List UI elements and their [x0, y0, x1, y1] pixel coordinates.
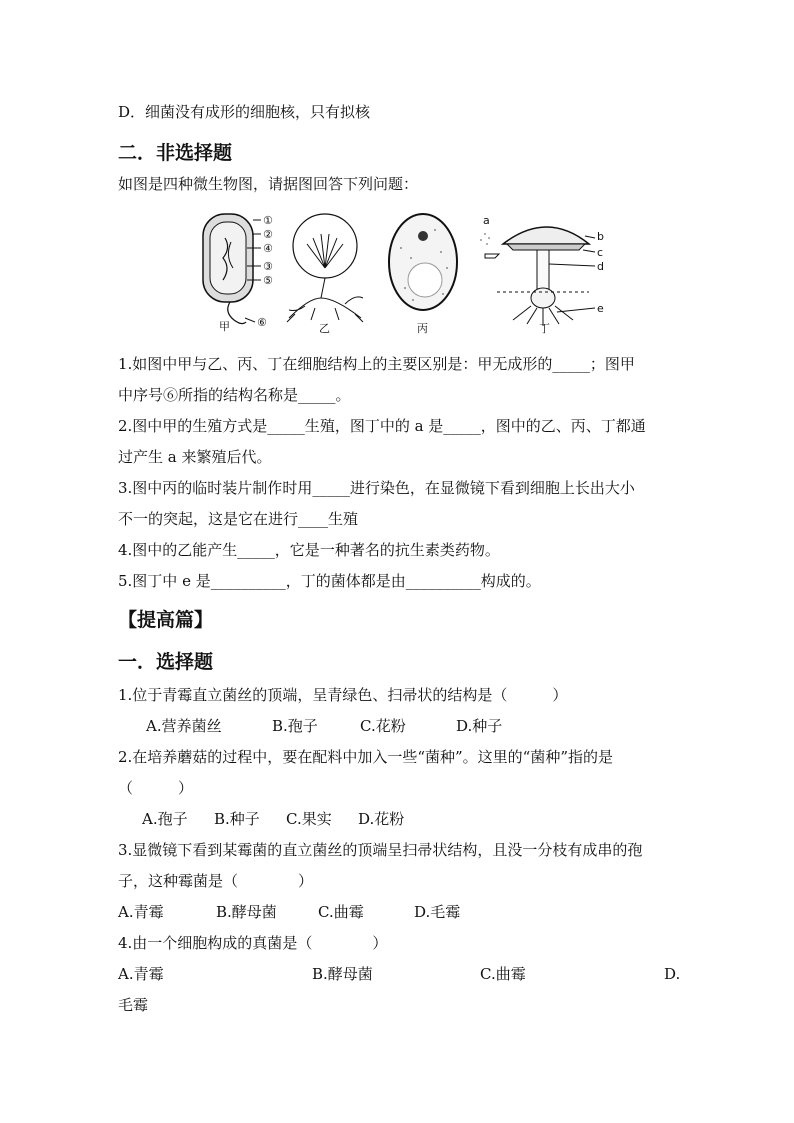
mc-q3-option-d[interactable]: D.毛霉: [414, 903, 461, 921]
question-2-line-1: 2.图中甲的生殖方式是_____生殖，图丁中的 a 是_____，图中的乙、丙、丁都通: [118, 417, 646, 435]
microorganism-figure: [185, 208, 605, 338]
label-4: ④: [263, 242, 273, 255]
section-title-advanced: 【提高篇】: [118, 609, 214, 631]
figure-bacterium: [203, 214, 261, 324]
mc-q1-option-a[interactable]: A.营养菌丝: [146, 717, 222, 735]
question-5: 5.图丁中 e 是__________，丁的菌体都是由__________构成的。: [118, 572, 541, 590]
mc-question-2-line-2: （ ）: [118, 779, 194, 797]
question-4: 4.图中的乙能产生_____，它是一种著名的抗生素类药物。: [118, 541, 500, 559]
label-b: b: [597, 230, 604, 243]
mc-q4-option-b[interactable]: B.酵母菌: [312, 965, 373, 983]
mc-q3-option-b[interactable]: B.酵母菌: [216, 903, 277, 921]
figure-yeast: [389, 214, 457, 310]
question-1-line-1: 1.如图中甲与乙、丙、丁在细胞结构上的主要区别是：甲无成形的_____；图甲: [118, 355, 635, 373]
mc-q1-option-c[interactable]: C.花粉: [360, 717, 406, 735]
label-5: ⑤: [263, 274, 273, 287]
label-d: d: [597, 260, 604, 273]
question-intro: 如图是四种微生物图，请据图回答下列问题：: [118, 175, 419, 193]
label-jia: 甲: [219, 320, 230, 333]
section-title-choice: 一．选择题: [118, 651, 214, 673]
mc-q2-option-d[interactable]: D.花粉: [358, 810, 405, 828]
label-a: a: [483, 214, 490, 227]
question-1-line-2: 中序号⑥所指的结构名称是_____。: [118, 386, 351, 404]
section-title-nonchoice: 二．非选择题: [118, 142, 233, 164]
label-6: ⑥: [257, 316, 267, 329]
mc-question-4: 4.由一个细胞构成的真菌是（ ）: [118, 934, 388, 952]
label-e: e: [597, 302, 604, 315]
label-ding: 丁: [539, 322, 550, 335]
mc-q4-option-c[interactable]: C.曲霉: [480, 965, 526, 983]
mc-q2-option-c[interactable]: C.果实: [286, 810, 332, 828]
mc-q1-option-b[interactable]: B.孢子: [272, 717, 318, 735]
figure-mushroom: [480, 227, 595, 326]
mc-q3-option-a[interactable]: A.青霉: [118, 903, 164, 921]
label-yi: 乙: [319, 322, 330, 335]
mc-q4-option-a[interactable]: A.青霉: [118, 965, 164, 983]
figure-penicillium: [287, 214, 363, 322]
label-c: c: [597, 246, 604, 259]
question-3-line-2: 不一的突起，这是它在进行____生殖: [118, 510, 359, 528]
mc-question-3-line-1: 3.显微镜下看到某霉菌的直立菌丝的顶端呈扫帚状结构，且没一分枝有成串的孢: [118, 841, 643, 859]
question-2-line-2: 过产生 a 来繁殖后代。: [118, 448, 272, 466]
question-3-line-1: 3.图中丙的临时装片制作时用_____进行染色，在显微镜下看到细胞上长出大小: [118, 479, 635, 497]
option-d-bacteria: D．细菌没有成形的细胞核，只有拟核: [118, 103, 371, 121]
label-3: ③: [263, 260, 273, 273]
label-1: ①: [263, 214, 273, 227]
mc-q4-option-d[interactable]: D.: [664, 965, 681, 983]
mc-q3-option-c[interactable]: C.曲霉: [318, 903, 364, 921]
mc-q2-option-a[interactable]: A.孢子: [142, 810, 188, 828]
mc-question-3-line-2: 子，这种霉菌是（ ）: [118, 872, 314, 890]
mc-question-2-line-1: 2.在培养蘑菇的过程中，要在配料中加入一些“菌种”。这里的“菌种”指的是: [118, 748, 613, 766]
label-2: ②: [263, 228, 273, 241]
mc-q4-option-d-text: 毛霉: [118, 996, 149, 1014]
mc-q2-option-b[interactable]: B.种子: [214, 810, 260, 828]
mc-q1-option-d[interactable]: D.种子: [456, 717, 503, 735]
label-bing: 丙: [417, 322, 428, 335]
mc-question-1: 1.位于青霉直立菌丝的顶端，呈青绿色、扫帚状的结构是（ ）: [118, 686, 568, 704]
